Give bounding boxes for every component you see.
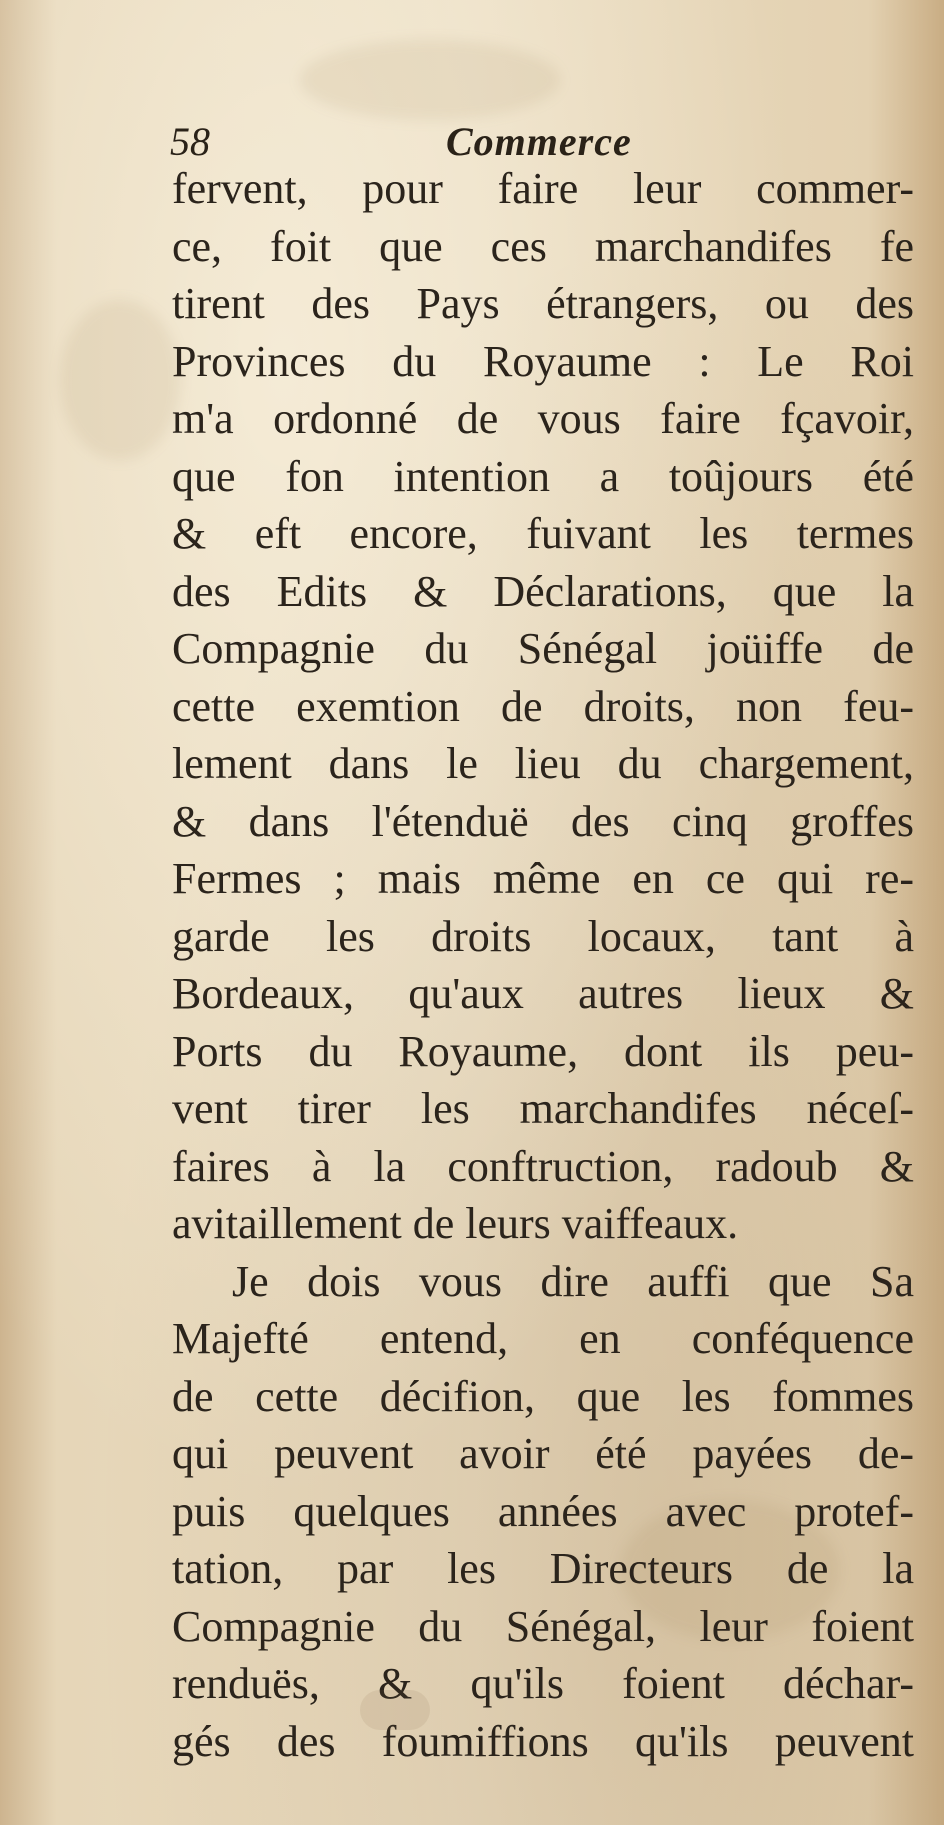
text-line: cette exemtion de droits, non feu- (172, 681, 914, 731)
text-line: avitaillement de leurs vaiffeaux. (172, 1199, 739, 1248)
text-line: Majefté entend, en conféquence (172, 1314, 914, 1363)
running-title: Commerce (446, 119, 632, 164)
text-line: Compagnie du Sénégal joüiffe de (172, 624, 914, 673)
text-line: gés des foumiffions qu'ils peuvent (172, 1716, 914, 1766)
text-line: qui peuvent avoir été payées de- (172, 1429, 914, 1478)
running-head (170, 118, 914, 166)
text-line: Fermes ; mais même en ce qui re- (172, 854, 914, 903)
text-line: & dans l'étenduë des cinq groffes (172, 796, 914, 846)
text-line: ce, foit que ces marchandifes fe (172, 221, 914, 271)
text-line: & eft encore, fuivant les termes (172, 509, 914, 558)
paper-stain (60, 300, 180, 460)
text-line: Ports du Royaume, dont ils peu- (172, 1026, 914, 1076)
text-line: tirent des Pays étrangers, ou des (172, 279, 914, 328)
text-line: fervent, pour faire leur commer- (172, 164, 914, 213)
text-line: renduës, & qu'ils foient déchar- (172, 1659, 914, 1708)
text-line: lement dans le lieu du chargement, (172, 739, 914, 788)
text-line: faires à la conftruction, radoub & (172, 1141, 914, 1191)
text-line: que fon intention a toûjours été (172, 451, 914, 501)
body-text (172, 160, 914, 1770)
text-line: Provinces du Royaume : Le Roi (172, 336, 914, 386)
text-line: Compagnie du Sénégal, leur foient (172, 1601, 914, 1651)
paper-stain (300, 40, 560, 120)
text-line: Bordeaux, qu'aux autres lieux & (172, 969, 914, 1018)
text-line: garde les droits locaux, tant à (172, 911, 914, 961)
text-line: Je dois vous dire auffi que Sa (232, 1256, 914, 1306)
text-line: des Edits & Déclarations, que la (172, 566, 914, 616)
text-line: puis quelques années avec protef- (172, 1486, 914, 1536)
page-number: 58 (170, 119, 210, 164)
text-line: de cette décifion, que les fommes (172, 1371, 914, 1421)
text-line: vent tirer les marchandifes néceſ- (172, 1084, 914, 1133)
text-line: m'a ordonné de vous faire fçavoir, (172, 394, 914, 443)
bleed-through-mark (360, 1690, 430, 1730)
text-line: tation, par les Directeurs de la (172, 1544, 914, 1593)
